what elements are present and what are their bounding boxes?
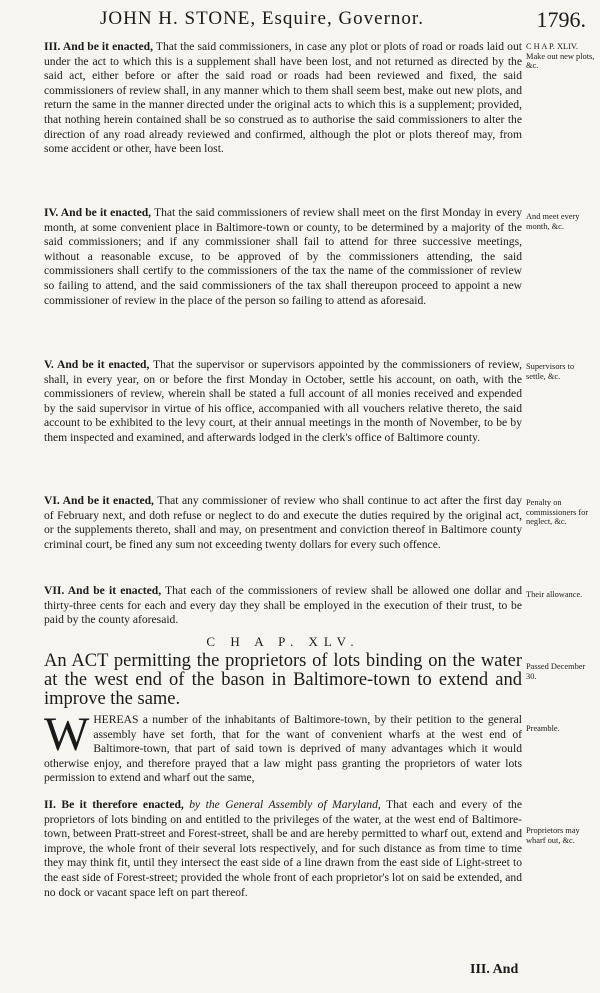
page-header	[0, 8, 600, 34]
section-text: That the said commissioners of review shall meet on the first Monday in every month, at some convenient place in Baltimore-town or county, to be determined by a majority of the said commissioners; and if any commissioner shall fail to attend for three successive meetings, without a reasonable excuse, to be approved of by the commissioners attending, the said commissioners shall certify to the commissioners of the tax the name of the commissioner of review so failing to attend, and the said commissioners of the tax shall thereupon proceed to appoint a new commissioner of review in the place of the person so failing to attend as aforesaid.	[44, 206, 522, 307]
section-lead: VI. And be it enacted,	[44, 494, 154, 507]
section-lead: IV. And be it enacted,	[44, 206, 152, 219]
margin-note-passed: Passed December 30.	[526, 662, 586, 681]
section-iii	[44, 40, 522, 192]
section-lead: III. And be it enacted,	[44, 40, 153, 53]
section-text: That each of the commissioners of review shall be allowed one dollar and thirty-three cents for each and every day they shall be employed in the execution of their trust, to be paid by the county aforesaid.	[44, 584, 522, 627]
section-lead: V. And be it enacted,	[44, 358, 150, 371]
section-lead: II. Be it therefore enacted,	[44, 797, 184, 811]
margin-note-allowance: Their allowance.	[526, 590, 583, 599]
margin-note-wharf: Proprietors may wharf out, &c.	[526, 826, 580, 845]
preamble	[44, 708, 522, 786]
main-text	[44, 40, 522, 900]
margin-note-penalty: Penalty on commissioners for neglect, &c.	[526, 498, 589, 527]
preamble-text: HEREAS a number of the inhabitants of Baltimore-town, by their petition to the general assembly have set forth, that for the want of convenient wharfs at the west end of Baltimore-town, that part of said town is deprived of many advantages which it would otherwise enjoy, and therefore prayed that a law might pass granting the proprietors of water lots permission to extend and wharf out the same,	[44, 713, 522, 785]
enacting-clause: by the General Assembly of Maryland,	[183, 797, 381, 811]
section-text: That any commissioner of review who shall continue to act after the first day of February next, and doth refuse or neglect to do and execute the duties required by the original act, or the supplements thereto, shall and may, on presentment and conviction thereof in Baltimore county criminal court, be fined any sum not exceeding twenty dollars for every such offence.	[44, 494, 522, 551]
section-vi	[44, 494, 522, 570]
act-title: An ACT permitting the proprietors of lots binding on the water at the west end of the bason in Baltimore-town to extend and improve the same.	[44, 651, 522, 709]
running-title: JOHN H. STONE, Esquire, Governor.	[100, 8, 424, 29]
section-v	[44, 358, 522, 480]
margin-note-meet: And meet every month, &c.	[526, 212, 580, 231]
catchword: III. And	[470, 962, 519, 977]
section-text: That the said commissioners, in case any plot or plots of road or roads laid out under the act to which this is a supplement shall have been lost, and not returned as directed by the said act, either before or after the said road or roads had been reviewed and fixed, the said commissioners of review shall, in any manner which to them shall seem best, make out new plots, and return the same in the manner directed under the original acts to which this is a supplement; provided, that nothing herein contained shall be so construed as to authorise the said commissioners to alter the direction of any road already reviewed and confirmed, although the plot or plots thereof may, from some accident or other, have been lost.	[44, 40, 522, 156]
section-lead: VII. And be it enacted,	[44, 584, 162, 597]
section-ii	[44, 798, 522, 900]
margin-note-chap44: C H A P. XLIV. Make out new plots, &c.	[526, 42, 595, 71]
chapter-heading: C H A P. XLV.	[206, 634, 360, 649]
margin-note-supervisors: Supervisors to settle, &c.	[526, 362, 575, 381]
section-iv	[44, 206, 522, 344]
section-vii	[44, 584, 522, 630]
drop-cap: W	[44, 708, 90, 761]
margin-note-preamble: Preamble.	[526, 724, 560, 733]
section-text: That the supervisor or supervisors appointed by the commissioners of review, shall, in every year, on or before the first Monday in October, settle his account, on oath, with the commissioners of review, wherein shall be stated a full account of all monies received and expended by the said supervisor in virtue of his office, accompanied with all vouchers relative thereto, the said account to be exhibited to the levy court, at their annual meetings in the month of November, to be by them inspected and examined, and afterwards lodged in the clerk's office of Baltimore county.	[44, 358, 522, 444]
page-year: 1796.	[536, 7, 586, 32]
section-text: That each and every of the proprietors of lots binding on and entitled to the privileges of the water, at the west end of Baltimore-town, between Pratt-street and Forest-street, shall be and are hereby permitted to wharf out, extend and improve, the whole front of their several lots respectively, and for such distance as from time to time they may think fit, until they intersect the east side of a line drawn from the east side of Light-street to the east side of Forest-street; provided the whole front of each proprietor's lot on said be extended, and no dock or vacant space left on part thereof.	[44, 797, 522, 899]
